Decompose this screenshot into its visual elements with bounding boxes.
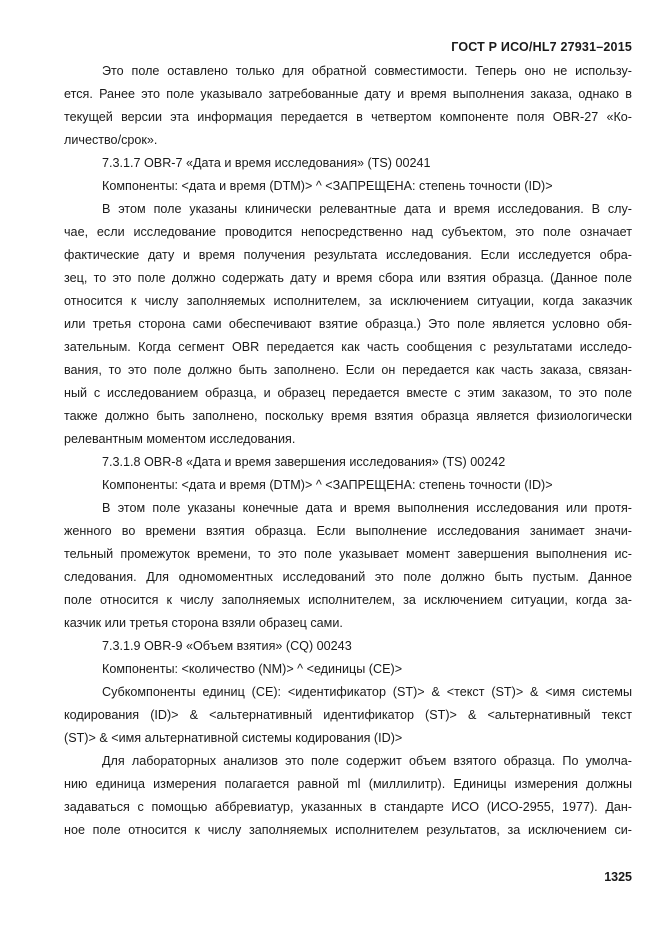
text-line: 7.3.1.7 OBR-7 «Дата и время исследования» (TS) 00241 (102, 156, 431, 170)
text-line: следования. Для одномоментных исследований это поле должно быть пустым. Данное (64, 570, 632, 584)
text-line: (ST)> & <имя альтернативной системы кодирования (ID)> (64, 731, 403, 745)
text-line: казчик или третья сторона взяли образец сами. (64, 616, 343, 630)
text-line: относится к числу заполняемых исполнителем, за исключением ситуации, когда заказчик (64, 294, 632, 308)
text-line: В этом поле указаны клинически релевантные дата и время исследования. В слу- (102, 202, 632, 216)
body-text (64, 60, 632, 842)
text-line: Компоненты: <дата и время (DTM)> ^ <ЗАПРЕЩЕНА: степень точности (ID)> (102, 478, 553, 492)
text-line: Компоненты: <количество (NM)> ^ <единицы (CE)> (102, 662, 403, 676)
text-line: ный с исследованием образца, и образец передается вместе с этим заказом, то это поле (64, 386, 632, 400)
text-line: также должно быть заполнено, поскольку время взятия образца является физиологически (64, 409, 632, 423)
text-line: ется. Ранее это поле указывало затребованные дату и время выполнения заказа, однако в (64, 87, 632, 101)
text-line: Субкомпоненты единиц (CE): <идентификатор (ST)> & <текст (ST)> & <имя системы (102, 685, 632, 699)
text-line: фактические дату и время получения результата исследования. Если исследуется обра- (64, 248, 632, 262)
text-line: Это поле оставлено только для обратной совместимости. Теперь оно не использу- (102, 64, 632, 78)
text-line: зательным. Когда сегмент OBR передается как часть сообщения с результатами исследо- (64, 340, 632, 354)
text-line: нию единица измерения полагается равной ml (миллилитр). Единицы измерения должны (64, 777, 632, 791)
page-number: 1325 (604, 870, 632, 884)
text-line: Для лабораторных анализов это поле содержит объем взятого образца. По умолча- (102, 754, 632, 768)
text-line: В этом поле указаны конечные дата и время выполнения исследования или протя- (102, 501, 632, 515)
text-line: Компоненты: <дата и время (DTM)> ^ <ЗАПРЕЩЕНА: степень точности (ID)> (102, 179, 553, 193)
text-line: 7.3.1.8 OBR-8 «Дата и время завершения исследования» (TS) 00242 (102, 455, 506, 469)
text-line: или третья сторона сами обеспечивают взятие образца.) Это поле является условно обя- (64, 317, 632, 331)
text-line: текущей версии эта информация передается в четвертом компоненте поля OBR-27 «Ко- (64, 110, 632, 124)
text-line: вания, то это поле должно быть заполнено. Если он передается как часть заказа, связан- (64, 363, 632, 377)
text-line: ное поле относится к числу заполняемых исполнителем результатов, за исключением си- (64, 823, 632, 837)
text-line: задаваться с помощью аббревиатур, указанных в стандарте ИСО (ИСО-2955, 1977). Дан- (64, 800, 632, 814)
text-line: зец, то это поле должно содержать дату и время сбора или взятия образца. (Данное поле (64, 271, 632, 285)
text-line: чае, если исследование проводится непосредственно над субъектом, это поле означает (64, 225, 632, 239)
text-line: релевантным моментом исследования. (64, 432, 296, 446)
running-header: ГОСТ Р ИСО/HL7 27931–2015 (451, 40, 632, 54)
text-line: кодирования (ID)> & <альтернативный идентификатор (ST)> & <альтернативный текст (64, 708, 632, 722)
text-line: 7.3.1.9 OBR-9 «Объем взятия» (CQ) 00243 (102, 639, 352, 653)
text-line: поле относится к числу заполняемых исполнителем, за исключением ситуации, когда за- (64, 593, 632, 607)
text-line: личество/срок». (64, 133, 158, 147)
text-line: тельный промежуток времени, то это поле указывает момент завершения выполнения ис- (64, 547, 632, 561)
text-line: женного во времени взятия образца. Если выполнение исследования занимает значи- (64, 524, 632, 538)
